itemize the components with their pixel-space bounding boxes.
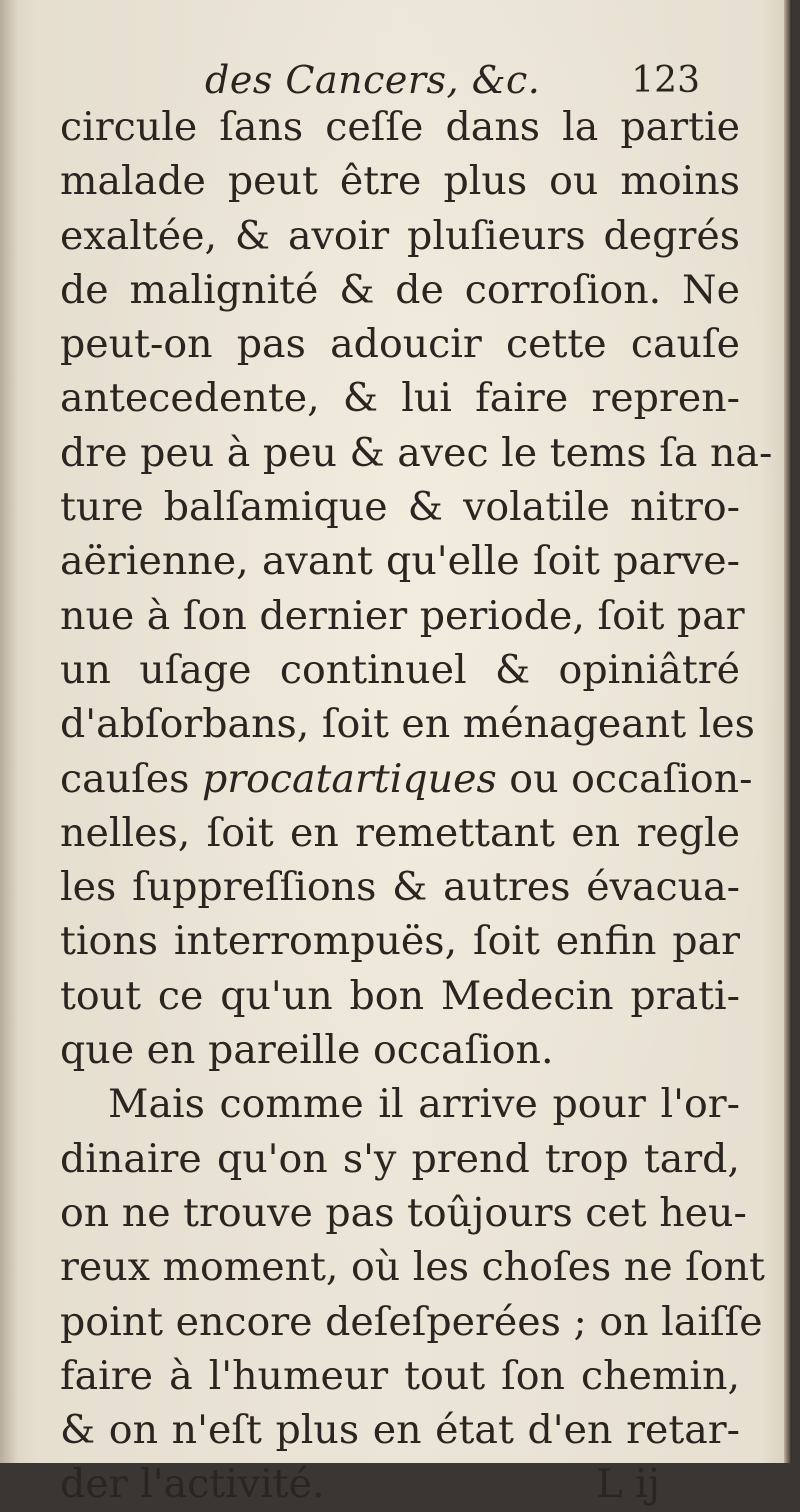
text-line: circule ſans ceſſe dans la partie bbox=[60, 104, 740, 150]
text-fragment: der l'activité. bbox=[60, 1461, 325, 1508]
text-line-with-italic bbox=[60, 752, 753, 806]
italic-term: procatartiques bbox=[201, 755, 497, 802]
text-line: on ne trouve pas toûjours cet heu- bbox=[60, 1189, 747, 1236]
text-line: reux moment, où les choſes ne ſont bbox=[60, 1244, 765, 1291]
text-line: nelles, ſoit en remettant en regle bbox=[60, 809, 740, 856]
text-line: les ſuppreſſions & autres évacua- bbox=[60, 864, 740, 911]
body-text bbox=[60, 100, 773, 1512]
text-line: tions interrompuës, ſoit enfin par bbox=[60, 918, 740, 965]
text-line: & on n'eſt plus en état d'en retar- bbox=[60, 1407, 740, 1454]
spine-shadow bbox=[0, 0, 18, 1463]
text-line: antecedente, & lui faire repren- bbox=[60, 375, 740, 422]
running-head-title: des Cancers, &c. bbox=[205, 58, 541, 102]
text-line: d'abſorbans, ſoit en ménageant les bbox=[60, 701, 755, 748]
text-line: exaltée, & avoir pluſieurs degrés bbox=[60, 212, 740, 259]
text-fragment: ou occaſion- bbox=[496, 755, 753, 802]
text-line: tout ce qu'un bon Medecin prati- bbox=[60, 972, 740, 1019]
text-line: aërienne, avant qu'elle ſoit parve- bbox=[60, 538, 740, 585]
page-number: 123 bbox=[631, 60, 700, 101]
text-line: de malignité & de corroſion. Ne bbox=[60, 266, 740, 313]
text-line: faire à l'humeur tout ſon chemin, bbox=[60, 1352, 740, 1399]
text-line: ture balſamique & volatile nitro- bbox=[60, 484, 740, 531]
text-line: nue à ſon dernier periode, ſoit par bbox=[60, 592, 745, 639]
text-line: que en pareille occaſion. bbox=[60, 1027, 554, 1074]
page-edge bbox=[784, 0, 792, 1463]
text-line: point encore deſeſperées ; on laiſſe bbox=[60, 1298, 763, 1345]
signature-mark: L ij bbox=[596, 1461, 660, 1508]
text-line: un uſage continuel & opiniâtré bbox=[60, 646, 740, 693]
text-line: dinaire qu'on s'y prend trop tard, bbox=[60, 1135, 740, 1182]
text-line-final bbox=[60, 1457, 740, 1511]
text-line: dre peu à peu & avec le tems ſa na- bbox=[60, 429, 773, 476]
text-line-paragraph-start: Mais comme il arrive pour l'or- bbox=[108, 1081, 740, 1128]
text-line: malade peut être plus ou moins bbox=[60, 158, 740, 205]
text-line: peut-on pas adoucir cette cauſe bbox=[60, 321, 740, 368]
text-fragment: cauſes bbox=[60, 755, 202, 802]
